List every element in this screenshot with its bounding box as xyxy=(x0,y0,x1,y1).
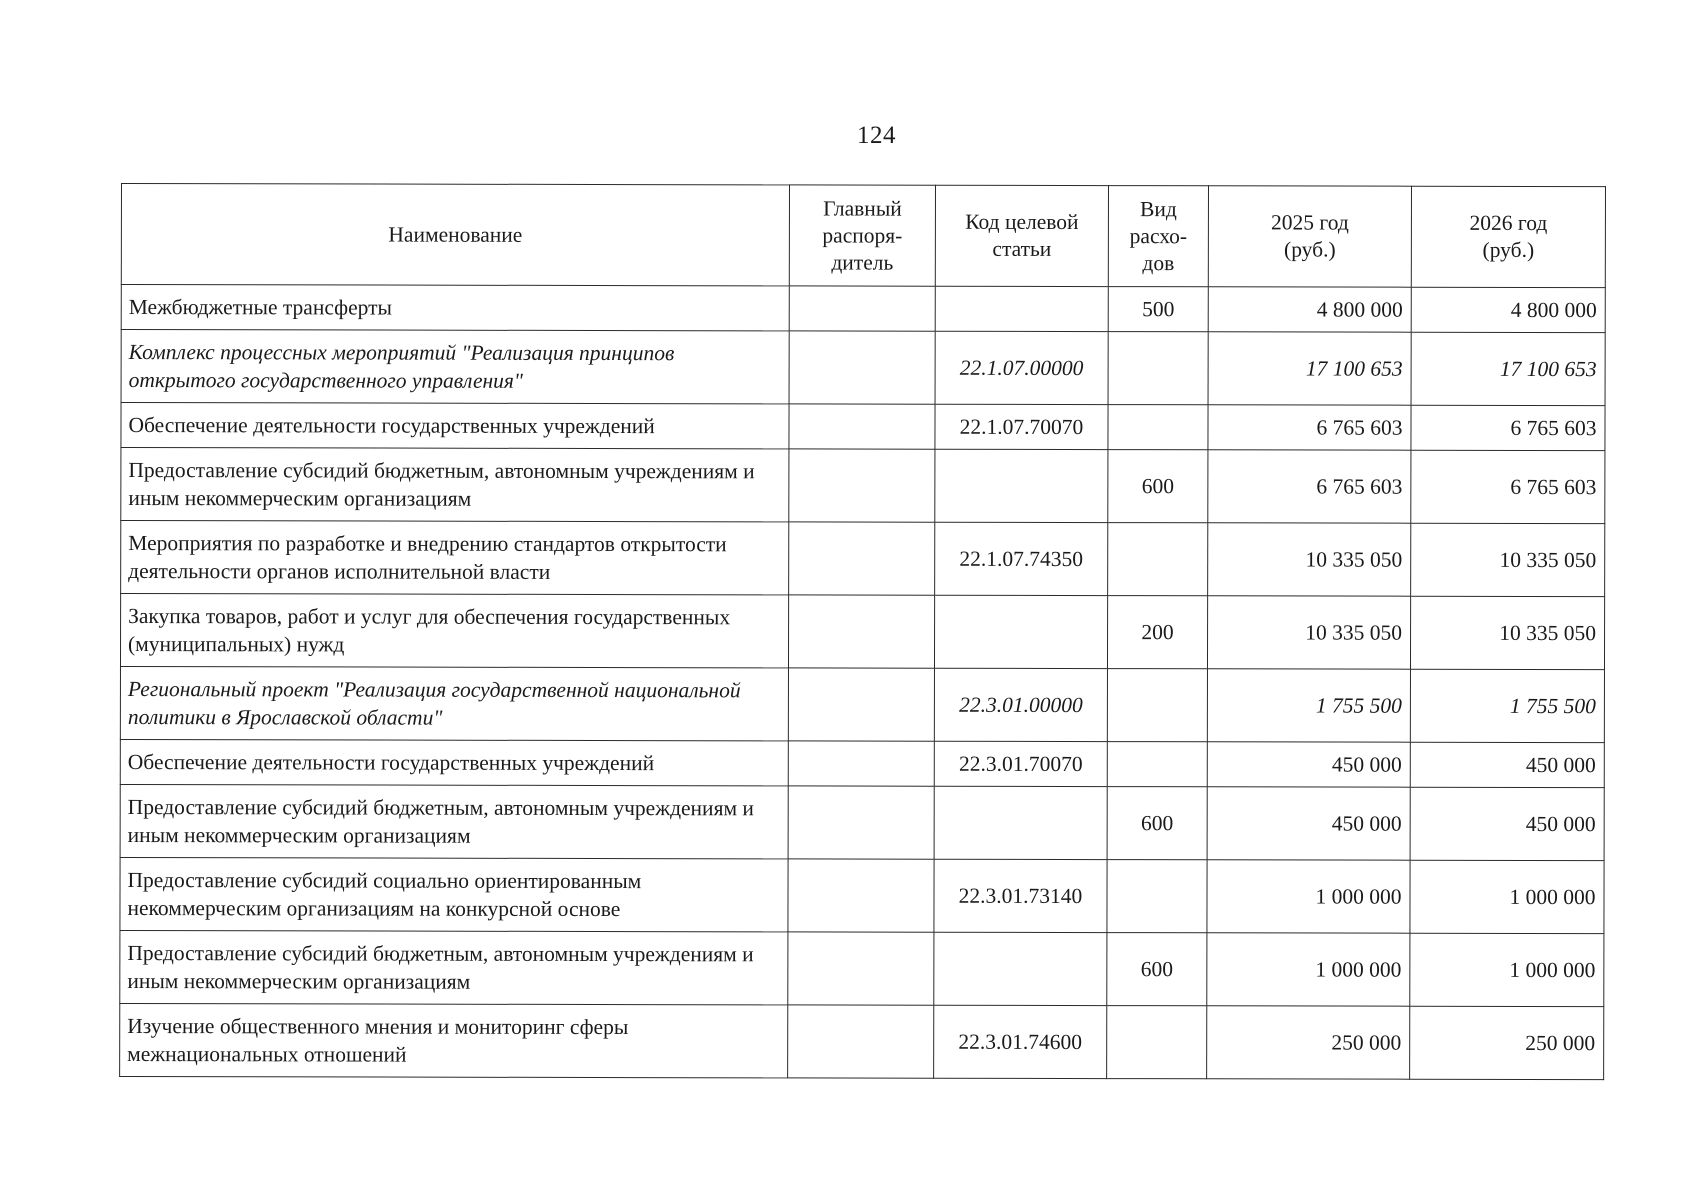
cell-manager xyxy=(788,668,934,741)
table-row xyxy=(120,739,1604,787)
cell-expense-type xyxy=(1107,669,1207,742)
cell-2025: 10 335 050 xyxy=(1208,523,1411,596)
header-2025: 2025 год (руб.) xyxy=(1208,186,1411,287)
cell-expense-type: 500 xyxy=(1108,287,1208,332)
cell-2025: 4 800 000 xyxy=(1208,287,1411,332)
cell-2026: 1 000 000 xyxy=(1410,860,1604,933)
cell-name: Мероприятия по разработке и внедрению стандартов открытости деятельности органов исполнительной власти xyxy=(121,521,789,595)
cell-2026: 10 335 050 xyxy=(1411,523,1605,596)
table-row xyxy=(120,667,1604,743)
cell-name: Предоставление субсидий бюджетным, автономным учреждениям и иным некоммерческим организациям xyxy=(120,784,788,858)
cell-2025: 10 335 050 xyxy=(1207,596,1410,669)
table-row xyxy=(121,448,1605,524)
cell-expense-type xyxy=(1108,523,1208,596)
cell-manager xyxy=(788,1005,934,1078)
cell-name: Закупка товаров, работ и услуг для обеспечения государственных (муниципальных) нужд xyxy=(120,594,788,668)
cell-manager xyxy=(789,331,935,404)
cell-2026: 250 000 xyxy=(1410,1006,1604,1079)
cell-name: Комплекс процессных мероприятий "Реализация принципов открытого государственного управления" xyxy=(121,330,789,404)
table-row xyxy=(120,857,1604,933)
cell-name: Предоставление субсидий социально ориентированным некоммерческим организациям на конкурсной основе xyxy=(120,857,788,931)
cell-code: 22.1.07.70070 xyxy=(935,404,1108,449)
cell-manager xyxy=(788,859,934,932)
table-row xyxy=(120,1003,1604,1079)
cell-code xyxy=(934,932,1107,1005)
cell-code xyxy=(934,595,1107,668)
cell-expense-type xyxy=(1107,1006,1207,1079)
cell-2026: 6 765 603 xyxy=(1411,450,1605,523)
budget-table xyxy=(119,183,1606,1080)
table-body xyxy=(120,285,1606,1080)
table-row xyxy=(120,594,1604,670)
cell-manager xyxy=(789,404,935,449)
header-type: Вид расхо-дов xyxy=(1108,186,1208,287)
cell-code: 22.1.07.00000 xyxy=(935,331,1108,404)
table-row xyxy=(120,930,1604,1006)
cell-code: 22.3.01.73140 xyxy=(934,859,1107,932)
cell-manager xyxy=(788,595,934,668)
cell-2025: 450 000 xyxy=(1207,787,1410,860)
cell-name: Предоставление субсидий бюджетным, автономным учреждениям и иным некоммерческим организациям xyxy=(121,448,789,522)
cell-expense-type xyxy=(1108,405,1208,450)
cell-2025: 6 765 603 xyxy=(1208,405,1411,450)
cell-2026: 450 000 xyxy=(1410,742,1604,787)
table-row xyxy=(121,330,1605,406)
table-row xyxy=(120,784,1604,860)
cell-2026: 1 000 000 xyxy=(1410,933,1604,1006)
cell-2026: 6 765 603 xyxy=(1411,405,1605,450)
cell-expense-type: 200 xyxy=(1107,596,1207,669)
cell-manager xyxy=(788,786,934,859)
header-2026: 2026 год (руб.) xyxy=(1411,186,1605,287)
cell-2025: 1 755 500 xyxy=(1207,669,1410,742)
cell-2026: 450 000 xyxy=(1410,787,1604,860)
cell-expense-type xyxy=(1107,742,1207,787)
cell-2025: 1 000 000 xyxy=(1207,860,1410,933)
table-row xyxy=(121,403,1605,451)
cell-2025: 6 765 603 xyxy=(1208,450,1411,523)
cell-name: Обеспечение деятельности государственных учреждений xyxy=(121,403,789,449)
header-name: Наименование xyxy=(121,184,789,286)
cell-name: Обеспечение деятельности государственных учреждений xyxy=(120,739,788,785)
cell-manager xyxy=(789,286,935,331)
cell-code xyxy=(935,286,1108,331)
cell-2025: 250 000 xyxy=(1207,1006,1410,1079)
cell-2025: 450 000 xyxy=(1207,742,1410,787)
cell-2025: 1 000 000 xyxy=(1207,933,1410,1006)
cell-2026: 10 335 050 xyxy=(1410,596,1604,669)
table-header-row xyxy=(121,184,1605,288)
table-row xyxy=(121,285,1605,333)
cell-manager xyxy=(788,932,934,1005)
cell-expense-type xyxy=(1108,332,1208,405)
cell-manager xyxy=(788,741,934,786)
cell-code: 22.3.01.00000 xyxy=(934,668,1107,741)
cell-manager xyxy=(789,449,935,522)
header-manager: Главный распоря-дитель xyxy=(789,185,935,286)
cell-expense-type: 600 xyxy=(1108,450,1208,523)
cell-2026: 4 800 000 xyxy=(1411,287,1605,332)
cell-code: 22.3.01.74600 xyxy=(934,1005,1107,1078)
header-code: Код целевой статьи xyxy=(935,185,1108,286)
cell-2026: 1 755 500 xyxy=(1410,669,1604,742)
page-number: 124 xyxy=(857,122,896,149)
cell-2025: 17 100 653 xyxy=(1208,332,1411,405)
cell-2026: 17 100 653 xyxy=(1411,332,1605,405)
cell-name: Региональный проект "Реализация государственной национальной политики в Ярославской области" xyxy=(120,667,788,741)
cell-code xyxy=(934,786,1107,859)
cell-expense-type: 600 xyxy=(1107,933,1207,1006)
cell-code: 22.1.07.74350 xyxy=(935,522,1108,595)
cell-code xyxy=(935,449,1108,522)
cell-expense-type: 600 xyxy=(1107,787,1207,860)
cell-code: 22.3.01.70070 xyxy=(934,741,1107,786)
cell-name: Предоставление субсидий бюджетным, автономным учреждениям и иным некоммерческим организациям xyxy=(120,930,788,1004)
table-row xyxy=(121,521,1605,597)
cell-manager xyxy=(789,522,935,595)
cell-name: Изучение общественного мнения и мониторинг сферы межнациональных отношений xyxy=(120,1003,788,1077)
cell-name: Межбюджетные трансферты xyxy=(121,285,789,331)
cell-expense-type xyxy=(1107,860,1207,933)
